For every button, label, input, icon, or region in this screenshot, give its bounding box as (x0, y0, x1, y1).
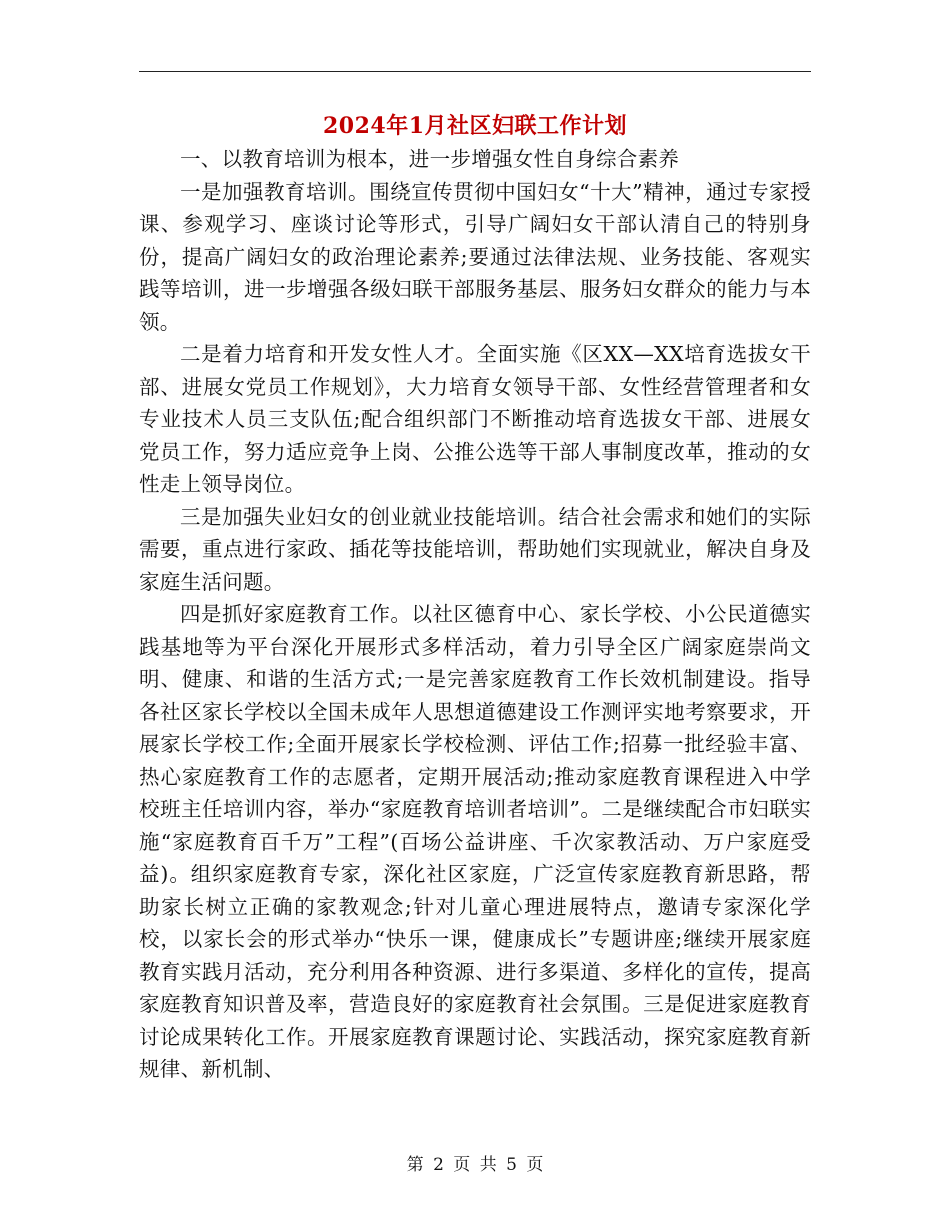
paragraph-female-talent: 二是着力培育和开发女性人才。全面实施《区XX—XX培育选拔女干部、进展女党员工作规划》，大力培育女领导干部、女性经营管理者和女专业技术人员三支队伍;配合组织部门不断推动培育选拔女干部、进展女党员工作，努力适应竞争上岗、公推公选等干部人事制度改革，推动的女性走上领导岗位。 (139, 342, 811, 496)
paragraph-family-education: 四是抓好家庭教育工作。以社区德育中心、家长学校、小公民道德实践基地等为平台深化开展形式多样活动，着力引导全区广阔家庭崇尚文明、健康、和谐的生活方式;一是完善家庭教育工作长效机制建设。指导各社区家长学校以全国未成年人思想道德建设工作测评实地考察要求，开展家长学校工作;全面开展家长学校检测、评估工作;招募一批经验丰富、热心家庭教育工作的志愿者，定期开展活动;推动家庭教育课程进入中学校班主任培训内容，举办“家庭教育培训者培训”。二是继续配合市妇联实施“家庭教育百千万”工程”(百场公益讲座、千次家教活动、万户家庭受益)。组织家庭教育专家，深化社区家庭，广泛宣传家庭教育新思路，帮助家长树立正确的家教观念;针对儿童心理进展特点，邀请专家深化学校，以家长会的形式举办“快乐一课，健康成长”专题讲座;继续开展家庭教育实践月活动，充分利用各种资源、进行多渠道、多样化的宣传，提高家庭教育知识普及率，营造良好的家庭教育社会氛围。三是促进家庭教育讨论成果转化工作。开展家庭教育课题讨论、实践活动，探究家庭教育新规律、新机制、 (139, 602, 811, 1081)
paragraph-employment-training: 三是加强失业妇女的创业就业技能培训。结合社会需求和她们的实际需要，重点进行家政、插花等技能培训，帮助她们实现就业，解决自身及家庭生活问题。 (139, 504, 811, 594)
paragraph-education-training: 一是加强教育培训。围绕宣传贯彻中国妇女“十大”精神，通过专家授课、参观学习、座谈讨论等形式，引导广阔妇女干部认清自己的特别身份，提高广阔妇女的政治理论素养;要通过法律法规、业务技能、客观实践等培训，进一步增强各级妇联干部服务基层、服务妇女群众的能力与本领。 (139, 179, 811, 334)
document-title: 2024年1月社区妇联工作计划 (322, 113, 628, 139)
section-heading-1: 一、以教育培训为根本，进一步增强女性自身综合素养 (180, 147, 680, 171)
page-number: 第 2 页 共 5 页 (406, 1155, 544, 1175)
header-rule (139, 71, 811, 72)
document-body (139, 143, 811, 1086)
